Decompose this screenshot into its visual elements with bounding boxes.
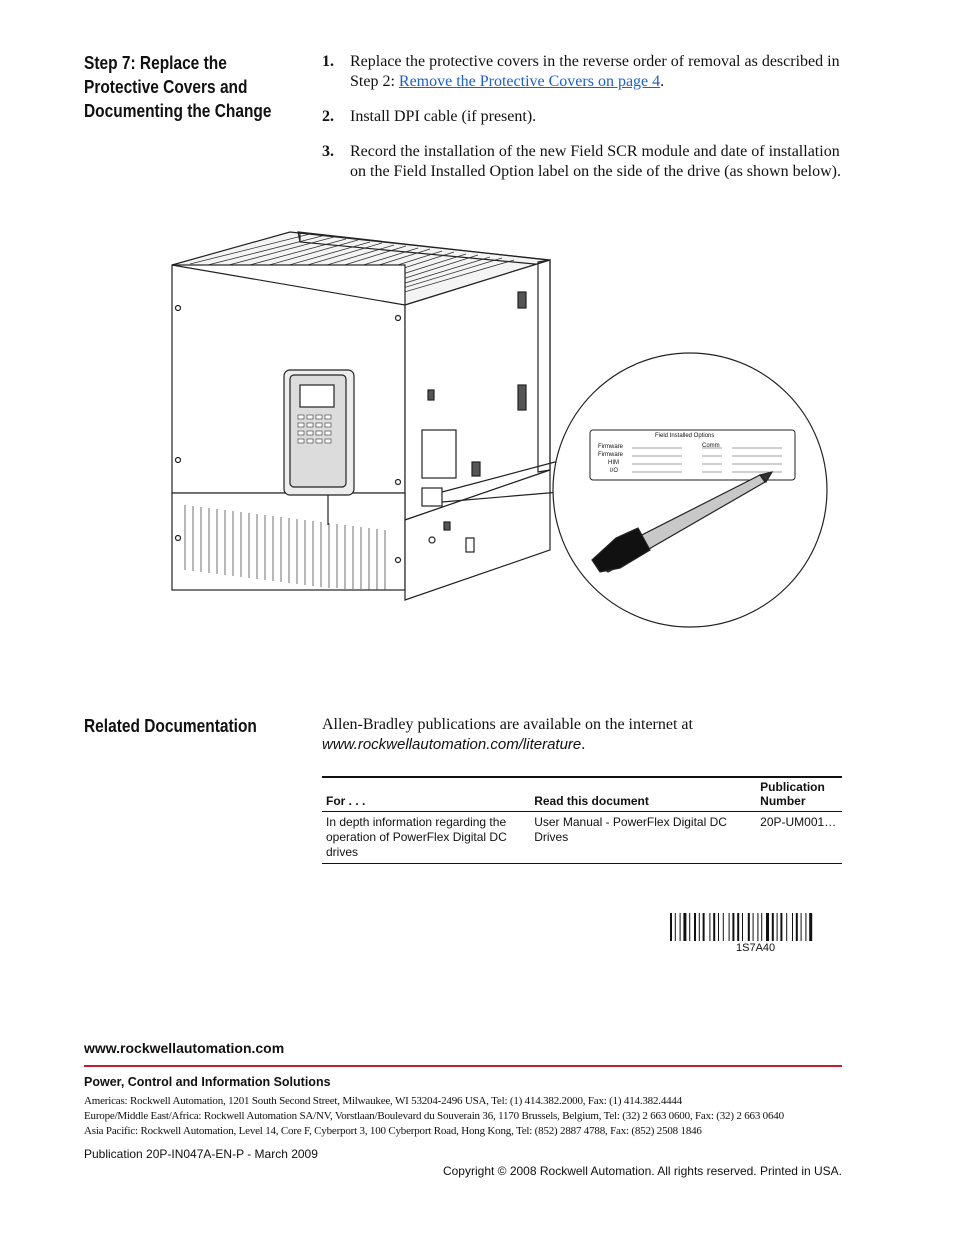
- footer-website: www.rockwellautomation.com: [84, 1040, 285, 1056]
- related-docs-intro: [322, 715, 842, 755]
- label-row-firmware-1: Firmware: [598, 444, 623, 450]
- barcode-bar: [757, 913, 758, 941]
- barcode-bar: [786, 913, 787, 941]
- barcode-bar: [780, 913, 782, 941]
- barcode-bar: [709, 913, 710, 941]
- barcode-bar: [801, 913, 802, 941]
- label-title: Field Installed Options: [655, 433, 715, 439]
- step-item-3: [322, 142, 842, 182]
- step-number: 2.: [322, 108, 334, 125]
- barcode-bar: [713, 913, 715, 941]
- barcode-caption: 1S7A40: [736, 942, 776, 954]
- remove-covers-link[interactable]: Remove the Protective Covers on page 4: [398, 73, 661, 90]
- column-header-document: Read this document: [530, 777, 756, 812]
- step-text-body: Replace the protective covers in the reverse order of removal as described in Step 2:: [350, 53, 840, 90]
- label-row-firmware-2: Firmware: [598, 452, 623, 458]
- column-header-for: For . . .: [322, 777, 530, 812]
- step-item-2: [322, 107, 842, 127]
- footer-copyright: Copyright © 2008 Rockwell Automation. All rights reserved. Printed in USA.: [442, 1164, 842, 1178]
- barcode-bar: [753, 913, 754, 941]
- barcode-bar: [737, 913, 739, 941]
- barcode-bar: [732, 913, 734, 941]
- barcode-bar: [742, 913, 743, 941]
- barcode-bar: [761, 913, 762, 941]
- step-number: 1.: [322, 53, 334, 70]
- related-docs-heading: Related Documentation: [84, 716, 257, 736]
- barcode-bar: [670, 913, 672, 941]
- barcode-bar: [675, 913, 676, 941]
- barcode-bar: [748, 913, 750, 941]
- cell-document: User Manual - PowerFlex Digital DC Drives: [530, 812, 756, 864]
- step-text: Record the installation of the new Field SCR module and date of installation on the Field Installed Option label on the side of the drive (as shown below).: [350, 143, 842, 180]
- address-asia-pacific: Asia Pacific: Rockwell Automation, Level 14, Core F, Cyberport 3, 100 Cyberport Road, Hong Kong, Tel: (852) 2887 4788, Fax: (852) 2508 1846: [84, 1125, 702, 1137]
- barcode-bar: [683, 913, 686, 941]
- footer-rule: [84, 1065, 842, 1067]
- barcode-bar: [689, 913, 690, 941]
- barcode: [670, 913, 842, 941]
- barcode-bar: [718, 913, 719, 941]
- barcode-bar: [792, 913, 793, 941]
- related-docs-url-line: [322, 735, 842, 755]
- related-docs-table: [322, 776, 842, 864]
- step-text: [350, 52, 842, 92]
- label-row-him: HIM: [608, 460, 619, 466]
- literature-url-suffix: .: [581, 736, 586, 753]
- barcode-bar: [777, 913, 778, 941]
- address-emea: Europe/Middle East/Africa: Rockwell Automation SA/NV, Vorstlaan/Boulevard du Souverain 36, 1170 Brussels, Belgium, Tel: (32) 2 663 0600, Fax: (32) 2 663 0640: [84, 1110, 784, 1122]
- step-item-1: [322, 52, 842, 92]
- cell-pub-number: 20P-UM001…: [756, 812, 842, 864]
- literature-url: www.rockwellautomation.com/literature: [322, 736, 582, 753]
- barcode-bar: [809, 913, 812, 941]
- step7-heading-line-2: Protective Covers and: [84, 77, 248, 97]
- table-row: [322, 812, 842, 864]
- footer-publication: Publication 20P-IN047A-EN-P - March 2009: [84, 1147, 318, 1161]
- step-number: 3.: [322, 143, 334, 160]
- related-docs-intro-text: Allen-Bradley publications are available on the internet at: [322, 716, 693, 733]
- label-row-io: I/O: [610, 468, 619, 474]
- barcode-bar: [699, 913, 700, 941]
- footer-division: Power, Control and Information Solutions: [84, 1075, 331, 1089]
- barcode-bar: [805, 913, 806, 941]
- step7-instructions: [322, 52, 842, 197]
- cell-for: In depth information regarding the operation of PowerFlex Digital DC drives: [322, 812, 530, 864]
- step-text: Install DPI cable (if present).: [350, 108, 537, 125]
- address-americas: Americas: Rockwell Automation, 1201 South Second Street, Milwaukee, WI 53204-2496 USA, Tel: (1) 414.382.2000, Fax: (1) 414.382.4444: [84, 1095, 683, 1107]
- step-text-end: .: [660, 73, 665, 90]
- barcode-bar: [729, 913, 730, 941]
- barcode-bar: [723, 913, 724, 941]
- table-header-row: [322, 777, 842, 812]
- barcode-bar: [680, 913, 681, 941]
- barcode-bar: [703, 913, 705, 941]
- barcode-bar: [772, 913, 774, 941]
- barcode-bar: [694, 913, 696, 941]
- column-header-pub-number: Publication Number: [756, 777, 842, 812]
- drive-label-illustration: [160, 220, 840, 640]
- label-comm: Comm: [702, 443, 720, 449]
- footer-addresses: [84, 1094, 844, 1139]
- barcode-bar: [766, 913, 769, 941]
- step7-heading-line-3: Documenting the Change: [84, 101, 272, 121]
- barcode-bar: [796, 913, 798, 941]
- step7-heading: [84, 51, 308, 123]
- step7-heading-line-1: Step 7: Replace the: [84, 53, 227, 73]
